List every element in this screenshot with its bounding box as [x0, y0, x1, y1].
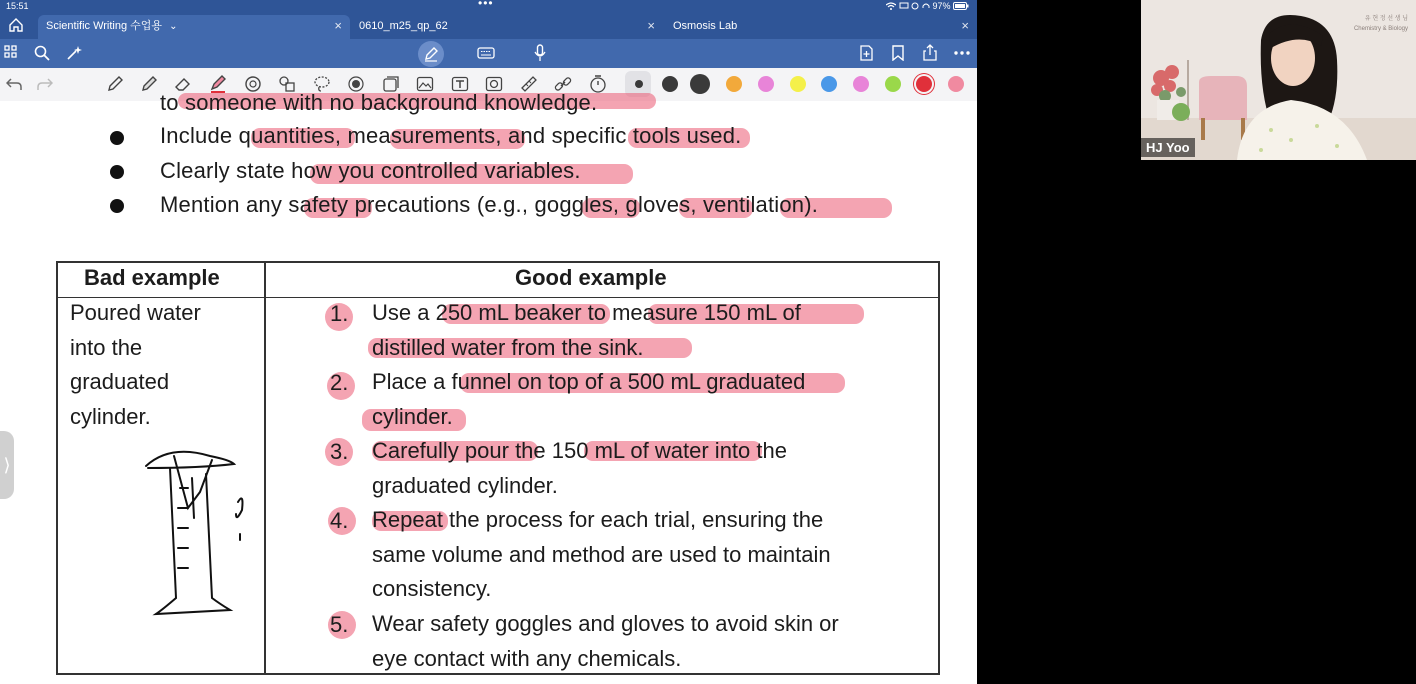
location-icon — [911, 2, 919, 10]
battery-icon — [953, 2, 969, 10]
battery-percent: 97% — [932, 1, 951, 11]
bullet-dot — [110, 199, 124, 213]
step-text-line: Wear safety goggles and gloves to avoid skin or — [372, 611, 839, 636]
header-bad-example: Bad example — [84, 265, 220, 290]
step-text-line: distilled water from the sink. — [372, 334, 644, 360]
bullet-text: Clearly state how you controlled variables. — [160, 158, 581, 183]
step-number: 4. — [330, 508, 349, 533]
pen-icon[interactable] — [106, 75, 124, 93]
color-swatch[interactable] — [885, 76, 901, 92]
tab-label: 0610_m25_qp_62 — [359, 20, 448, 32]
step-number: 3. — [330, 439, 349, 464]
color-swatch[interactable] — [758, 76, 774, 92]
pencil-icon[interactable] — [140, 75, 158, 93]
bad-example-line: into the — [70, 334, 143, 360]
table-divider — [264, 263, 266, 673]
top-toolbar — [0, 39, 977, 68]
bullet-text: Include quantities, measurements, and specific tools used. — [160, 123, 742, 148]
tab-osmosis-lab[interactable] — [665, 15, 977, 39]
step-text-line: Use a 250 mL beaker to measure 150 mL of — [372, 300, 801, 325]
color-swatch[interactable] — [662, 76, 678, 92]
tab-label: Scientific Writing 수업용 — [46, 20, 163, 32]
bullet-dot — [110, 165, 124, 179]
redo-icon[interactable] — [37, 77, 53, 91]
step-text-line: consistency. — [372, 576, 492, 601]
status-time: 15:51 — [6, 1, 29, 11]
color-swatch[interactable] — [690, 74, 710, 94]
tab-scientific-writing[interactable] — [38, 15, 350, 39]
search-icon[interactable] — [34, 45, 50, 61]
side-panel-handle[interactable]: ⟩ — [0, 431, 14, 499]
examples-table — [56, 261, 940, 675]
headphones-icon — [922, 2, 930, 10]
step-text-line: same volume and method are used to maintain — [372, 541, 831, 567]
webcam-video — [1141, 0, 1416, 160]
video-watermark — [1354, 14, 1408, 34]
undo-icon[interactable] — [6, 77, 22, 91]
graduated-cylinder-sketch — [140, 448, 252, 618]
pen-mode-button[interactable] — [418, 41, 444, 67]
step-text-line: Repeat the process for each trial, ensuring the — [372, 507, 824, 532]
step-text-line: eye contact with any chemicals. — [372, 645, 682, 671]
close-tab-icon[interactable]: × — [334, 18, 342, 33]
color-swatch[interactable] — [821, 76, 837, 92]
wifi-icon — [886, 2, 896, 10]
more-icon[interactable] — [954, 51, 970, 55]
step-text-line: cylinder. — [372, 403, 453, 429]
step-text-line: Carefully pour the 150 mL of water into the — [372, 438, 787, 463]
pen-mode-icon — [423, 46, 439, 62]
add-page-icon[interactable] — [859, 45, 874, 61]
participant-name: HJ Yoo — [1141, 138, 1195, 157]
watermark-line: Chemistry & Biology — [1353, 26, 1408, 32]
document-page — [0, 90, 977, 684]
bookmark-icon[interactable] — [892, 45, 904, 61]
status-bar — [0, 0, 977, 12]
close-tab-icon[interactable]: × — [647, 18, 655, 33]
microphone-icon[interactable] — [534, 44, 546, 62]
previous-line-text: to someone with no background knowledge. — [160, 90, 598, 115]
tab-label: Osmosis Lab — [673, 20, 738, 32]
color-swatch[interactable] — [635, 80, 643, 88]
step-number: 1. — [330, 301, 349, 326]
grid-icon[interactable] — [4, 45, 18, 59]
keyboard-icon[interactable] — [477, 47, 495, 59]
status-right — [886, 0, 969, 12]
color-swatch[interactable] — [726, 76, 742, 92]
step-text-line: graduated cylinder. — [372, 472, 558, 498]
chevron-down-icon[interactable]: ⌄ — [169, 21, 178, 32]
tab-0610-m25-qp-62[interactable] — [351, 15, 663, 39]
magic-wand-icon[interactable] — [66, 45, 82, 61]
multitask-dots[interactable]: ••• — [478, 0, 494, 10]
color-swatch[interactable] — [790, 76, 806, 92]
bad-example-text — [70, 296, 201, 434]
tab-bar — [0, 12, 977, 39]
share-icon[interactable] — [922, 44, 938, 61]
screen-mirror-icon — [899, 2, 909, 10]
close-tab-icon[interactable]: × — [961, 18, 969, 33]
color-swatch[interactable] — [853, 76, 869, 92]
bad-example-line: Poured water — [70, 300, 201, 325]
bullet-dot — [110, 131, 124, 145]
color-swatch[interactable] — [948, 76, 964, 92]
step-text-line: Place a funnel on top of a 500 mL graduated — [372, 369, 806, 394]
header-good-example: Good example — [515, 265, 667, 290]
color-swatch[interactable] — [916, 76, 932, 92]
bad-example-line: graduated — [70, 369, 170, 394]
step-number: 2. — [330, 370, 349, 395]
bad-example-line: cylinder. — [70, 403, 151, 429]
watermark-line: 유 현 정 선 생 님 — [1364, 16, 1408, 22]
home-icon[interactable] — [7, 16, 25, 34]
step-number: 5. — [330, 612, 349, 637]
bullet-text: Mention any safety precautions (e.g., goggles, gloves, ventilation). — [160, 192, 819, 217]
